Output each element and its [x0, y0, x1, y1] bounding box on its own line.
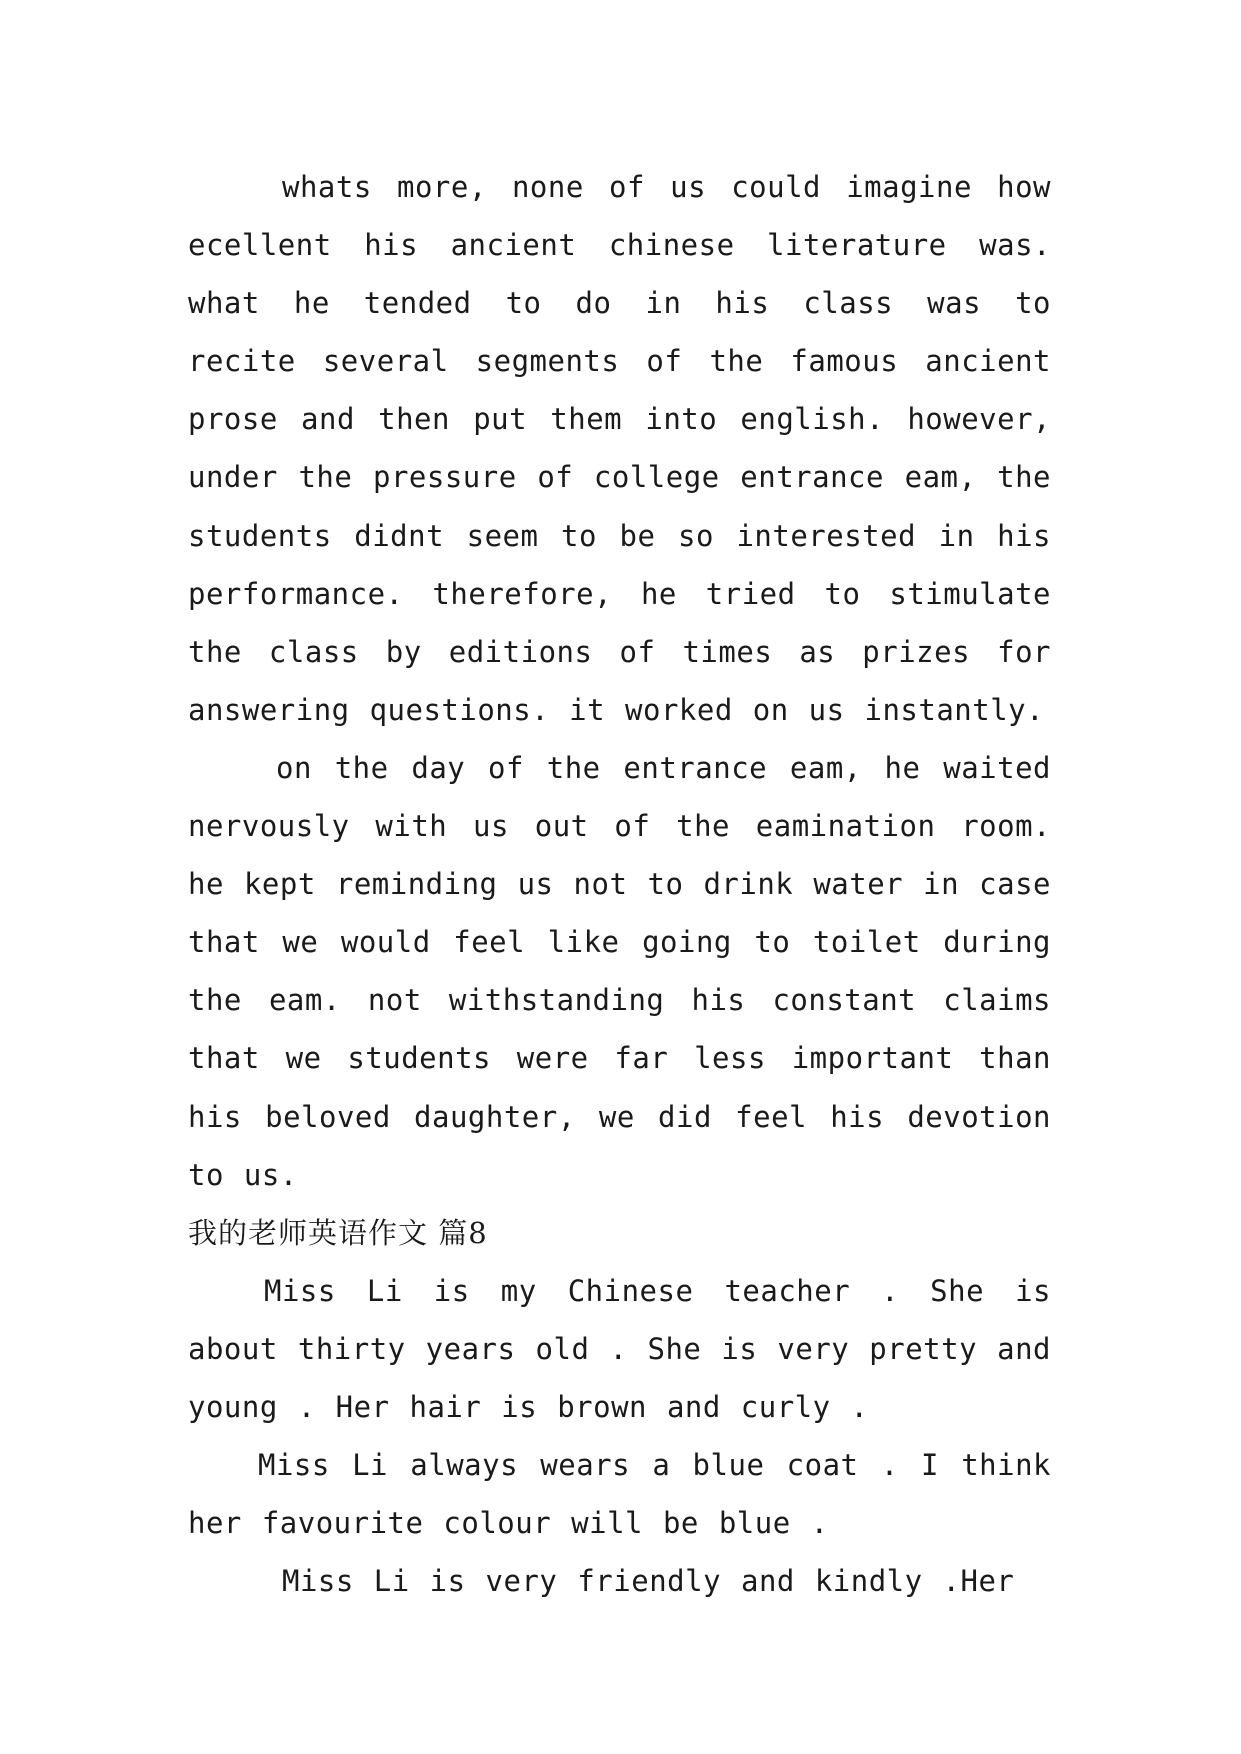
paragraph-blue-coat: Miss Li always wears a blue coat . I think her favourite colour will be blue . [188, 1448, 1051, 1541]
paragraph-entrance-exam-day: on the day of the entrance eam, he waited nervously with us out of the eamination room. he kept reminding us not to drink water in case that we would feel like going to toilet during the eam. not withstanding his constant claims that we students were far less important than his beloved daughter, we did feel his devotion to us. [188, 750, 1051, 1192]
text-column [188, 158, 1051, 1610]
paragraph-miss-li-intro: Miss Li is my Chinese teacher . She is about thirty years old . She is very pretty and young . Her hair is brown and curly . [188, 1273, 1051, 1424]
paragraph-ancient-literature: whats more, none of us could imagine how ecellent his ancient chinese literature was. what he tended to do in his class was to recite several segments of the famous ancient prose and then put them into english. however, under the pressure of college entrance eam, the students didnt seem to be so interested in his performance. therefore, he tried to stimulate the class by editions of times as prizes for answering questions. it worked on us instantly. [188, 170, 1051, 727]
section-heading: 我的老师英语作文 篇8 [188, 1215, 488, 1250]
paragraph-friendly: Miss Li is very friendly and kindly .Her [282, 1564, 1015, 1599]
